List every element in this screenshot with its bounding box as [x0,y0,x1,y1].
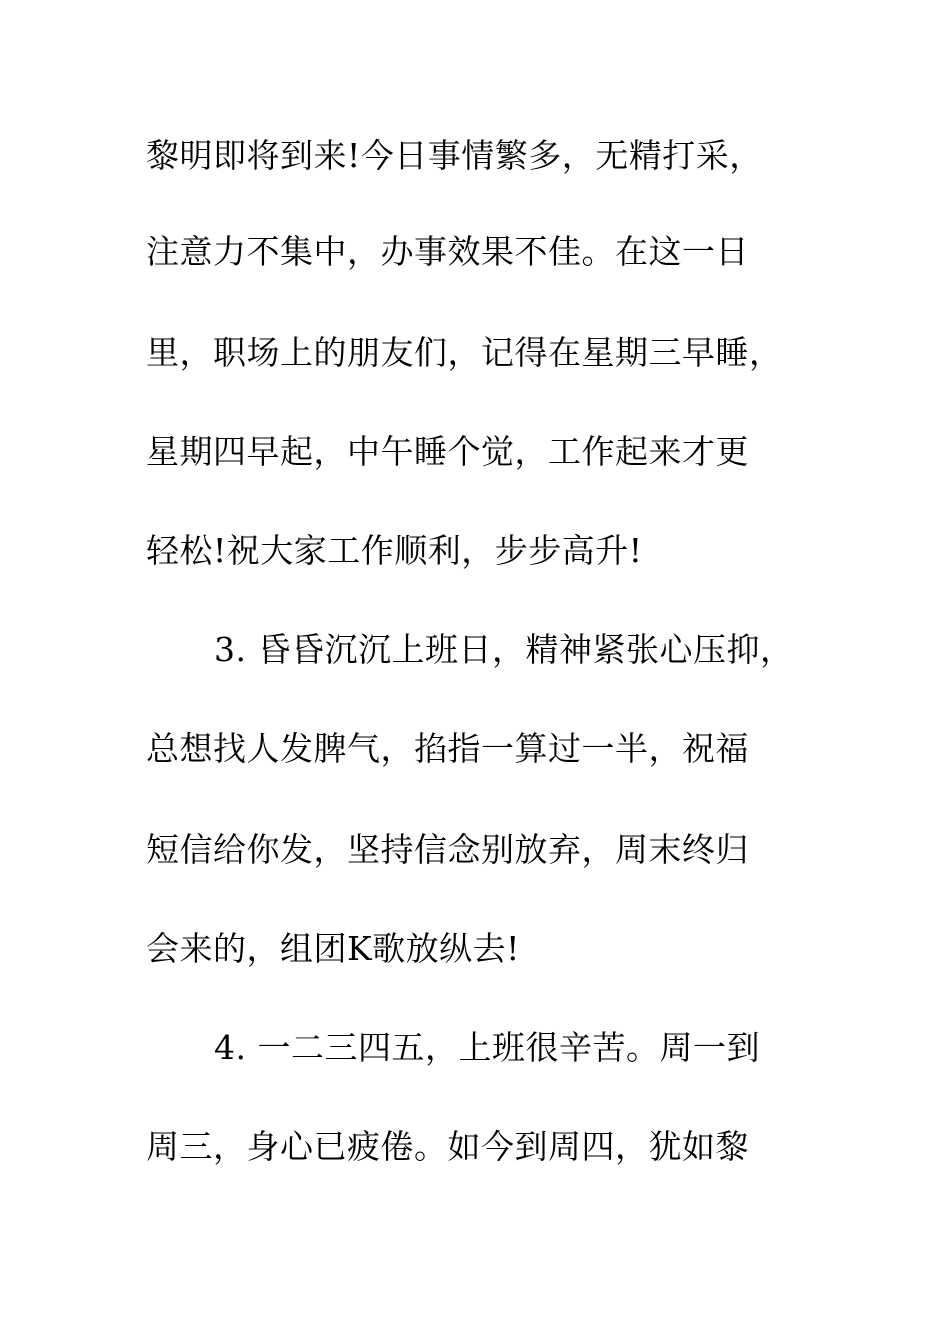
text-line: 黎明即将到来!今日事情繁多，无精打采， [146,136,763,175]
list-item-3-start: 3. 昏昏沉沉上班日，精神紧张心压抑， [214,630,794,669]
text-line: 会来的，组团K歌放纵去! [146,929,520,968]
text-line: 周三，身心已疲倦。如今到周四，犹如黎 [146,1127,749,1166]
text-line: 短信给你发，坚持信念别放弃，周末终归 [146,830,749,869]
text-line: 星期四早起，中午睡个觉，工作起来才更 [146,432,749,471]
text-line: 轻松!祝大家工作顺利，步步高升! [146,531,643,570]
list-item-4-start: 4. 一二三四五，上班很辛苦。周一到 [214,1028,760,1067]
text-line: 注意力不集中，办事效果不佳。在这一日 [146,232,749,271]
text-line: 里，职场上的朋友们，记得在星期三早睡， [146,333,783,372]
text-line: 总想找人发脾气，掐指一算过一半，祝福 [146,729,749,768]
